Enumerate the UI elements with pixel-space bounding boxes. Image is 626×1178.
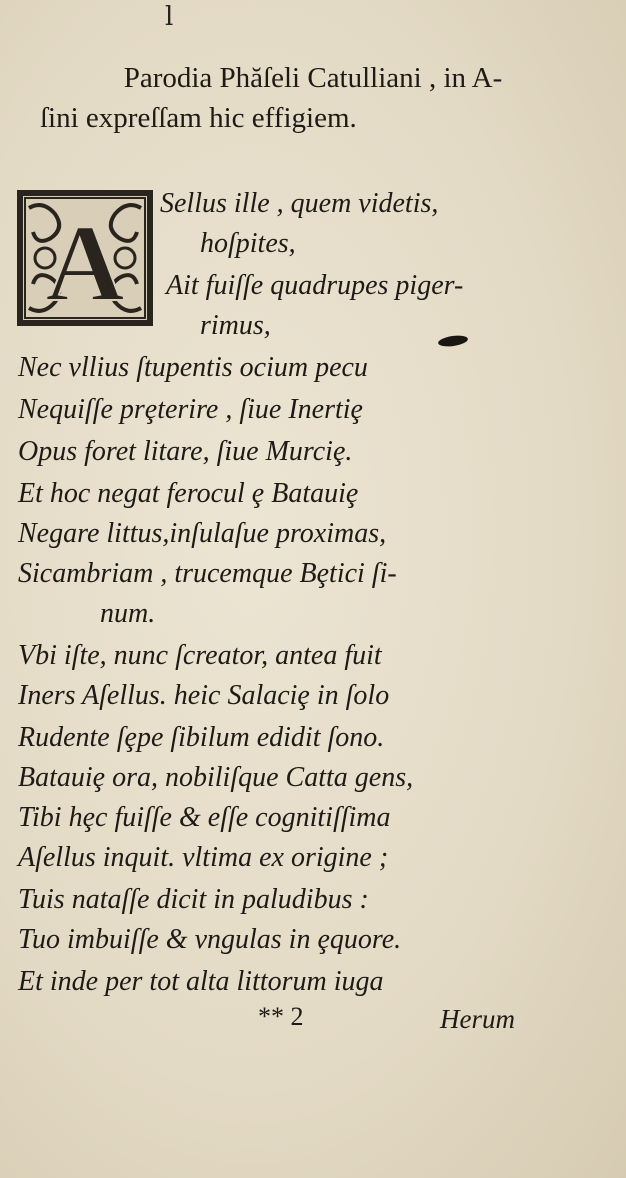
poem-line: Tuis nataſſe dicit in paludibus : — [18, 884, 369, 915]
poem-line: Iners Aſellus. heic Salaciȩ in ſolo — [18, 680, 390, 711]
poem-line: Nec vllius ſtupentis ocium pecu — [18, 352, 368, 383]
poem-line: hoſpites, — [200, 228, 296, 259]
poem-line: Tuo imbuiſſe & vngulas in ȩquore. — [18, 924, 402, 955]
catchword: Herum — [440, 1004, 515, 1034]
poem-line: rimus, — [200, 310, 271, 341]
decorated-initial-letter — [15, 188, 155, 328]
poem-title — [18, 58, 608, 138]
poem-line: Aſellus inquit. vltima ex origine ; — [18, 842, 389, 873]
poem-line: Et inde per tot alta littorum iuga — [18, 966, 384, 997]
poem-line: Vbi iſte, nunc ſcreator, antea fuit — [18, 640, 382, 671]
poem-line: Sellus ille , quem videtis, — [160, 188, 439, 219]
poem-line: Batauiȩ ora, nobiliſque Catta gens, — [18, 762, 414, 793]
poem-line: num. — [100, 598, 156, 629]
title-line-1: Parodia Phăſeli Catulliani , in A- — [123, 62, 503, 94]
poem-line: Nequiſſe prȩterire , ſiue Inertiȩ — [18, 394, 363, 425]
ink-blot — [437, 334, 468, 348]
poem-line: Negare littus,inſulaſue proximas, — [18, 518, 387, 549]
initial-letter-glyph: A — [45, 202, 125, 324]
signature-mark: ** 2 — [258, 1002, 304, 1031]
poem-line: Tibi hȩc fuiſſe & eſſe cognitiſſima — [18, 802, 391, 833]
title-line-2: ſini expreſſam hic effigiem. — [40, 102, 357, 134]
poem-line: Ait fuiſſe quadrupes piger- — [166, 270, 464, 301]
poem-line: Sicambriam , trucemque Bȩtici ſi- — [18, 558, 397, 589]
poem-line: Opus foret litare, ſiue Murciȩ. — [18, 436, 353, 467]
poem-line: Rudente ſȩpe ſibilum edidit ſono. — [18, 722, 385, 753]
page-top-mark: l — [165, 2, 174, 32]
poem-line: Et hoc negat ferocul ȩ Batauiȩ — [18, 478, 359, 509]
